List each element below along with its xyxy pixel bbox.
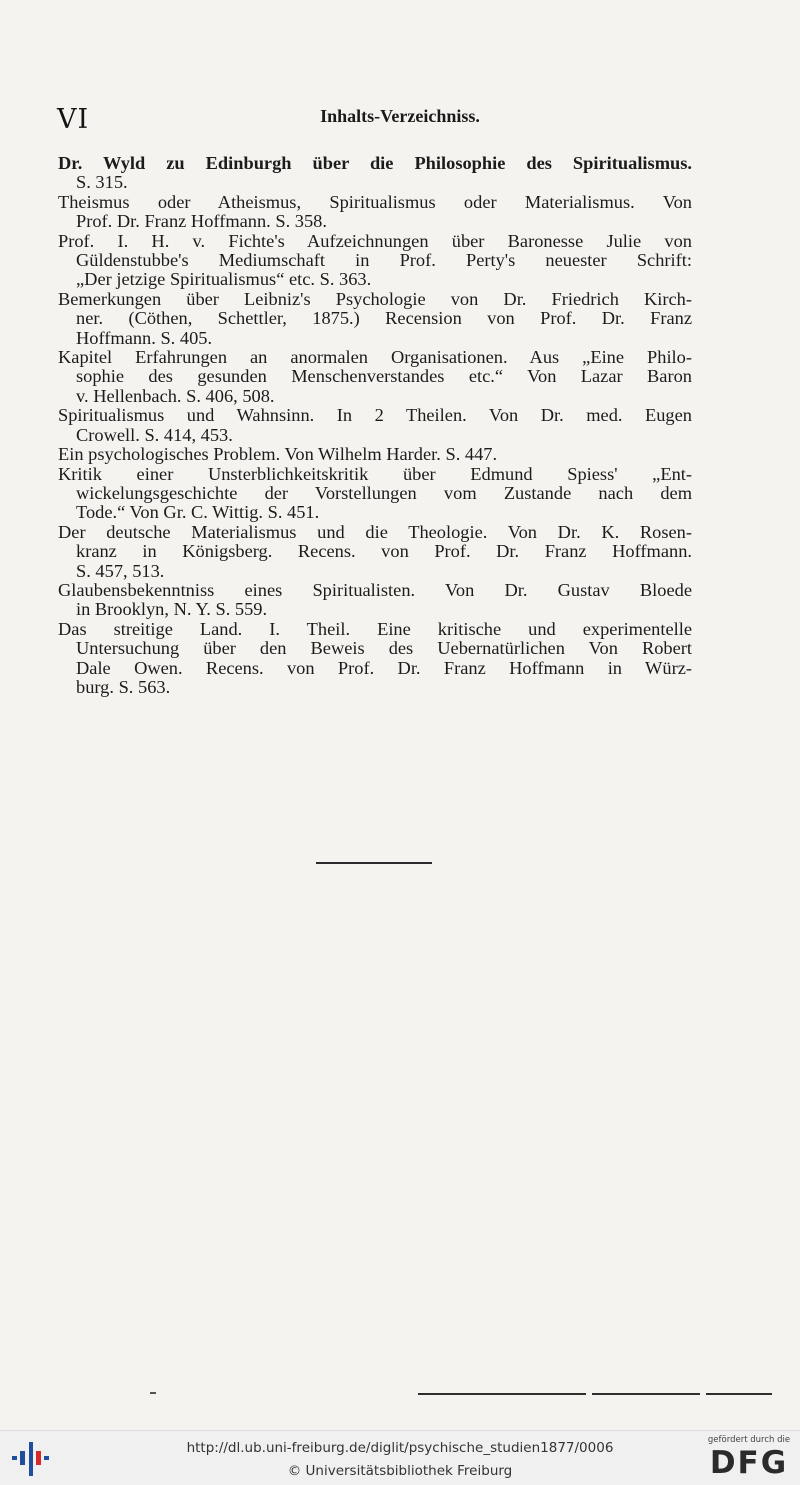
running-head: Inhalts-Verzeichniss. (320, 106, 480, 126)
toc-entry-continuation: Güldenstubbe's Mediumschaft in Prof. Perty's neuester Schrift: (76, 250, 692, 271)
dfg-logo[interactable] (705, 1435, 793, 1483)
toc-entry-continuation: in Brooklyn, N. Y. S. 559. (76, 599, 268, 620)
toc-entry-continuation: Crowell. S. 414, 453. (76, 424, 233, 445)
toc-entry-continuation: ner. (Cöthen, Schettler, 1875.) Recension von Prof. Dr. Franz (76, 308, 692, 329)
bottom-mark (150, 1392, 156, 1394)
toc-entry-continuation: Untersuchung über den Beweis des Uebernatürlichen Von Robert (76, 638, 692, 659)
toc-entry-title: Der deutsche Materialismus und die Theologie. Von Dr. K. Rosen- (58, 521, 692, 542)
toc-entry-title: Glaubensbekenntniss eines Spiritualisten. Von Dr. Gustav Bloede (58, 579, 692, 600)
toc-entry-title: Ein psychologisches Problem. Von Wilhelm Harder. S. 447. (58, 444, 498, 465)
bottom-rule-2 (592, 1393, 700, 1395)
toc-entry-title: Das streitige Land. I. Theil. Eine kritische und experimentelle (58, 618, 692, 639)
toc-entry-continuation: wickelungsgeschichte der Vorstellungen vom Zustande nach dem (76, 482, 692, 503)
toc-entry (58, 348, 692, 406)
toc-entry (58, 290, 692, 348)
page-number: VI (57, 104, 90, 135)
toc-entry-title: Spiritualismus und Wahnsinn. In 2 Theilen. Von Dr. med. Eugen (58, 405, 692, 426)
bottom-rule-1 (418, 1393, 586, 1395)
copyright-notice: © Universitätsbibliothek Freiburg (287, 1463, 513, 1479)
section-rule (316, 862, 432, 864)
toc-entry-title: Theismus oder Atheismus, Spiritualismus oder Materialismus. Von (58, 191, 692, 212)
toc-entry (58, 154, 692, 193)
toc-entry (58, 232, 692, 290)
toc-entry-continuation: kranz in Königsberg. Recens. von Prof. Dr. Franz Hoffmann. (76, 541, 692, 562)
dfg-wordmark: DFG (709, 1445, 789, 1481)
permalink-url[interactable]: http://dl.ub.uni-freiburg.de/diglit/psychische_studien1877/0006 (186, 1440, 614, 1456)
toc-entry (58, 193, 692, 232)
toc-entry-continuation: Dale Owen. Recens. von Prof. Dr. Franz Hoffmann in Würz- (76, 657, 692, 678)
viewer-footer (0, 1430, 800, 1485)
toc-entry-continuation: sophie des gesunden Menschenverstandes etc.“ Von Lazar Baron (76, 366, 692, 387)
bottom-rule-3 (706, 1393, 772, 1395)
toc-entry-title: Kritik einer Unsterblichkeitskritik über Edmund Spiess' „Ent- (58, 463, 692, 484)
toc-entry (58, 406, 692, 445)
toc-entry (58, 581, 692, 620)
dfg-caption: gefördert durch die (707, 1435, 791, 1445)
toc-entry (58, 620, 692, 698)
toc-entry-continuation: burg. S. 563. (76, 676, 171, 697)
toc-entry-title: Bemerkungen über Leibniz's Psychologie von Dr. Friedrich Kirch- (58, 288, 692, 309)
toc-entry-continuation: S. 457, 513. (76, 560, 165, 581)
toc-entry-continuation: Prof. Dr. Franz Hoffmann. S. 358. (76, 211, 327, 232)
toc-entry-continuation: v. Hellenbach. S. 406, 508. (76, 385, 275, 406)
toc-entry (58, 445, 692, 464)
toc-entry-continuation: „Der jetzige Spiritualismus“ etc. S. 363. (76, 269, 372, 290)
toc-entry (58, 465, 692, 523)
table-of-contents (58, 154, 692, 697)
toc-entry-title: Prof. I. H. v. Fichte's Aufzeichnungen über Baronesse Julie von (58, 230, 692, 251)
toc-entry-title: Kapitel Erfahrungen an anormalen Organisationen. Aus „Eine Philo- (58, 347, 692, 368)
toc-entry-continuation: Tode.“ Von Gr. C. Wittig. S. 451. (76, 502, 320, 523)
toc-entry (58, 523, 692, 581)
toc-entry-continuation: S. 315. (76, 172, 128, 193)
toc-entry-continuation: Hoffmann. S. 405. (76, 327, 213, 348)
toc-entry-title: Dr. Wyld zu Edinburgh über die Philosophie des Spiritualismus. (58, 153, 692, 173)
